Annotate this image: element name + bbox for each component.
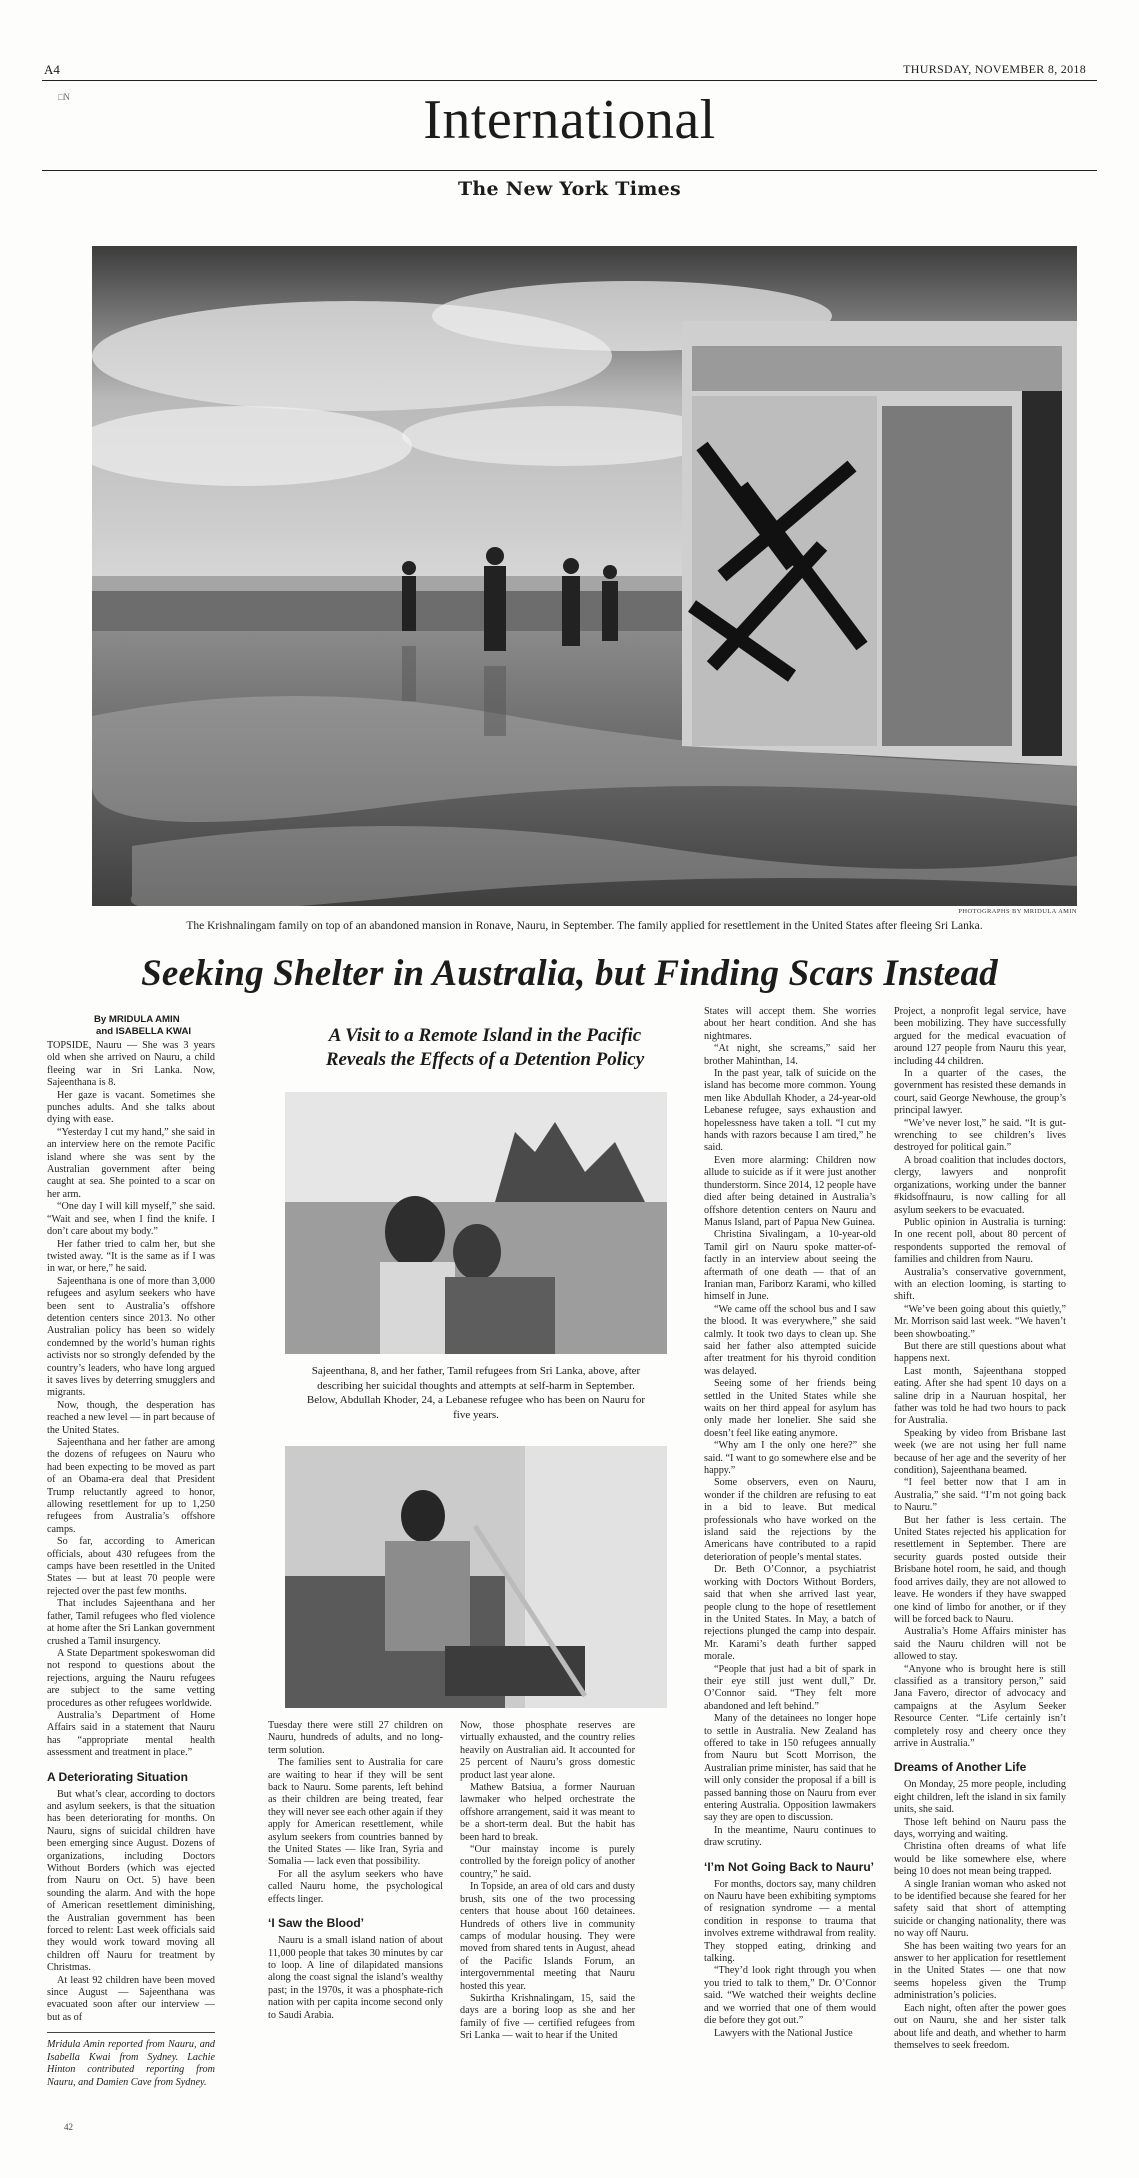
paragraph: Christina Sivalingam, a 10-year-old Tamil girl on Nauru spoke matter-of-factly in an interview about seeing the aftermath of one death — that of an Iranian man, Fariborz Karami, who killed himself in June. [704, 1229, 876, 1303]
section-title: International [423, 89, 716, 151]
paragraph: “They’d look right through you when you tried to talk to them,” Dr. O’Connor said. “We watched their weights decline and we worried that one of them would die before they got out.” [704, 1965, 876, 2027]
paragraph: Nauru is a small island nation of about 11,000 people that takes 30 minutes by car to loop. A line of dilapidated mansions along the coast signal the island’s wealthy past; in the 1970s, it was a phosphate-rich nation with per capita income second only to Saudi Arabia. [268, 1935, 443, 2021]
tagline-rule [47, 2032, 215, 2033]
paragraph: “We’ve been going about this quietly,” Mr. Morrison said last week. “We haven’t been showboating.” [894, 1303, 1066, 1340]
article-column-2 [268, 1720, 443, 2022]
paragraph: Dr. Beth O’Connor, a psychiatrist working with Doctors Without Borders, said that when she arrived last year, people clung to the hope of resettlement in the United States. In May, a batch of rejections plunged the camp into despair. Mr. Karami’s death further sapped morale. [704, 1564, 876, 1663]
masthead-logo: The New York Times [457, 178, 682, 200]
rooftop-family-photo [92, 246, 1077, 906]
subheading: ‘I Saw the Blood’ [268, 1916, 365, 1931]
header-rule [42, 80, 1097, 81]
paragraph: A broad coalition that includes doctors, clergy, lawyers and nonprofit organizations, working under the banner #kidsoffnauru, is now calling for all asylum seekers to be evacuated. [894, 1154, 1066, 1216]
paragraph: Her gaze is vacant. Sometimes she punches adults. And she talks about dying with ease. [47, 1089, 215, 1126]
paragraph: Sajeenthana and her father are among the dozens of refugees on Nauru who had been expecting to be moved as part of an Obama-era deal that President Trump reluctantly agreed to honor, allowing resettlement for up to 1,250 refugees from Australia’s offshore camps. [47, 1437, 215, 1535]
byline-author-2: and ISABELLA KWAI [96, 1026, 192, 1037]
paragraph: Australia’s conservative government, with an election looming, is starting to shift. [894, 1266, 1066, 1303]
paragraph: States will accept them. She worries about her heart condition. And she has nightmares. [704, 1006, 876, 1042]
issue-date: THURSDAY, NOVEMBER 8, 2018 [903, 62, 1086, 76]
paragraph: Even more alarming: Children now allude to suicide as if it were just another thunderstorm. Since 2014, 12 people have died after being detained in Australia’s offshore detention centers on Nauru and Manus Island, part of Papua New Guinea. [704, 1154, 876, 1228]
article-column-4 [704, 1006, 876, 2040]
paragraph: But what’s clear, according to doctors and asylum seekers, is that the situation has been deteriorating for months. On Nauru, signs of suicidal children have been emerging since August. Dozens of organizations, including Doctors Without Borders (which was ejected from Nauru on Oct. 5) have been sounding the alarm. And with the hope of American resettlement diminishing, the Australian government has been forced to relent: Last week officials said they would work toward moving all children off Nauru for treatment by Christmas. [47, 1788, 215, 1974]
paragraph: Seeing some of her friends being settled in the United States while she waits on her third appeal for asylum has only made her lonelier. She said she doesn’t feel like eating anymore. [704, 1378, 876, 1439]
paragraph: Tuesday there were still 27 children on Nauru, hundreds of adults, and no long-term solution. [268, 1720, 443, 1756]
paragraph: Mathew Batsiua, a former Nauruan lawmaker who helped orchestrate the offshore arrangement, said it was meant to be a short-term deal. But the habit has been hard to break. [460, 1782, 635, 1843]
paragraph: “Yesterday I cut my hand,” she said in an interview here on the remote Pacific island where she was sent by the Australian government after being caught at sea. She pointed to a scar on her arm. [47, 1126, 215, 1200]
paragraph: Now, those phosphate reserves are virtually exhausted, and the country relies heavily on Australian aid. It accounted for 25 percent of Nauru’s gross domestic product last year alone. [460, 1720, 635, 1781]
paragraph: Project, a nonprofit legal service, have been mobilizing. They have successfully argued for the medical evacuation of around 127 people from Nauru this year, including 44 children. [894, 1006, 1066, 1067]
paragraph: On Monday, 25 more people, including eight children, left the island in six family units, she said. [894, 1779, 1066, 1816]
article-column-5 [894, 1006, 1066, 2052]
paragraph: Sajeenthana is one of more than 3,000 refugees and asylum seekers who have been sent to Australia’s offshore detention centers since 2013. No other Australian policy has been so widely condemned by the world’s human rights activists nor so strongly defended by the country’s leaders, who have long argued it saves lives by deterring smugglers and migrants. [47, 1275, 215, 1399]
subheading: ‘I’m Not Going Back to Nauru’ [704, 1859, 875, 1874]
paragraph: Christina often dreams of what life would be like somewhere else, where being 10 does not mean being trapped. [894, 1841, 1066, 1878]
paragraph: A State Department spokeswoman did not respond to questions about the rejections, arguing the Nauru refugees are subject to the same vetting procedures as other refugees worldwide. [47, 1647, 215, 1709]
paragraph: At least 92 children have been moved since August — Sajeenthana was evacuated soon after our interview — but as of [47, 1974, 215, 2023]
paragraph: In the meantime, Nauru continues to draw scrutiny. [704, 1824, 876, 1849]
paragraph: “At night, she screams,” said her brother Mahinthan, 14. [704, 1043, 876, 1067]
paragraph: Her father tried to calm her, but she twisted away. “It is the same as if I was in war, or here,” he said. [47, 1238, 215, 1275]
folio-number: 42 [64, 2122, 73, 2132]
paragraph: “We came off the school bus and I saw the blood. It was everywhere,” she said calmly. It took two days to clean up. She said her father also attempted suicide after treatment for his thyroid condition was delayed. [704, 1303, 876, 1377]
section-rule [42, 170, 1097, 171]
headline: Seeking Shelter in Australia, but Finding Scars Instead [141, 953, 998, 994]
abdullah-photo [285, 1446, 667, 1708]
paragraph: A single Iranian woman who asked not to be identified because she feared for her safety said that short of attempting suicide or changing nationality, there was no way off Nauru. [894, 1878, 1066, 1940]
father-daughter-photo [285, 1092, 667, 1354]
paragraph: That includes Sajeenthana and her father, Tamil refugees who fled violence at home after the Sri Lankan government crushed a Tamil insurgency. [47, 1598, 215, 1647]
paragraph: Now, though, the desperation has reached a new level — in part because of the United States. [47, 1399, 216, 1436]
paragraph: “Why am I the only one here?” she said. “I want to go somewhere else and be happy.” [704, 1440, 876, 1477]
paragraph: Last month, Sajeenthana stopped eating. After she had spent 10 days on a saline drip in a Nauruan hospital, her father was told he had two hours to pack for Australia. [894, 1365, 1066, 1427]
paragraph: In Topside, an area of old cars and dusty brush, sits one of the two processing centers that house about 160 detainees. Hundreds of others live in community camps of modular housing. They were moved from shared tents in August, ahead of the Pacific Islands Forum, an intergovernmental meeting that Nauru hosted this year. [460, 1881, 635, 1992]
paragraph: TOPSIDE, Nauru — She was 3 years old when she arrived on Nauru, a child fleeing war in Sri Lanka. Now, Sajeenthana is 8. [47, 1040, 215, 1089]
paragraph: For all the asylum seekers who have called Nauru home, the psychological effects linger. [268, 1868, 443, 1905]
paragraph: “We’ve never lost,” he said. “It is gut-wrenching to see children’s lives destroyed for political gain.” [894, 1117, 1066, 1154]
paragraph: Many of the detainees no longer hope to settle in Australia. New Zealand has offered to take in 150 refugees annually from Nauru but Scott Morrison, the Australian prime minister, has said that he will only consider the proposal if a bill is passed banning those on Nauru from ever entering Australia. Opposition lawmakers say they are open to discussion. [704, 1713, 876, 1824]
article-column-3 [460, 1720, 635, 2043]
paragraph: Speaking by video from Brisbane last week (we are not using her full name because of her age and the severity of her condition), Sajeenthana beamed. [894, 1427, 1066, 1477]
paragraph: “One day I will kill myself,” she said. “Wait and see, when I find the knife. I don’t care about my body.” [47, 1201, 215, 1238]
main-photo-caption: The Krishnalingam family on top of an abandoned mansion in Ronave, Nauru, in September. The family applied for resettlement in the United States after fleeing Sri Lanka. [186, 920, 983, 932]
paragraph: In a quarter of the cases, the government has resisted these demands in court, said George Newhouse, the group’s principal lawyer. [894, 1068, 1066, 1117]
paragraph: “Our mainstay income is purely controlled by the foreign policy of another country,” he said. [460, 1844, 635, 1880]
article-column-1 [47, 1040, 215, 2089]
paragraph: She has been waiting two years for an answer to her application for resettlement in the United States — one that now seems hopeless given the Trump administration’s policies. [894, 1940, 1066, 2002]
paragraph: Sukirtha Krishnalingam, 15, said the days are a boring loop as she and her family of five — certified refugees from Sri Lanka — wait to hear if the United [460, 1992, 635, 2042]
main-photo [92, 246, 1077, 906]
paragraph: So far, according to American officials, about 430 refugees from the camps have been resettled in the United States — but at least 70 people were rejected over the past few months. [47, 1536, 215, 1597]
paragraph: Lawyers with the National Justice [714, 2027, 853, 2039]
deck [285, 1024, 685, 1072]
sajeenthana-photo [285, 1092, 667, 1354]
paragraph: Public opinion in Australia is turning: In one recent poll, about 80 percent of respondents supported the removal of families and children from Nauru. [894, 1216, 1066, 1266]
paragraph: Australia’s Home Affairs minister has said the Nauru children will not be allowed to stay. [894, 1626, 1066, 1663]
paragraph: Those left behind on Nauru pass the days, worrying and waiting. [894, 1816, 1066, 1840]
photo-credit: PHOTOGRAPHS BY MRIDULA AMIN [958, 908, 1077, 915]
paragraph: For months, doctors say, many children on Nauru have been exhibiting symptoms of resignation syndrome — a mental condition in response to trauma that involves extreme withdrawal from reality. They stopped eating, drinking and talking. [704, 1878, 876, 1965]
deck-line-2: Reveals the Effects of a Detention Policy [325, 1049, 645, 1070]
reporting-tagline: Mridula Amin reported from Nauru, and Isabella Kwai from Sydney. Lachie Hinton contributed reporting from Nauru, and Damien Cave from Sydney. [47, 2039, 215, 2088]
page-number: A4 [44, 62, 60, 77]
paragraph: “I feel better now that I am in Australia,” she said. “I’m not going back to Nauru.” [894, 1477, 1066, 1514]
paragraph: The families sent to Australia for care are waiting to hear if they will be sent back to Nauru. Some parents, left behind as their children are being treated, fear they will never see each other again if they apply for American resettlement, while asylum seekers from countries banned by the United States — like Iran, Syria and Somalia — lack even that possibility. [268, 1757, 443, 1868]
inset-photo-caption: Sajeenthana, 8, and her father, Tamil refugees from Sri Lanka, above, after describing her suicidal thoughts and attempts at self-harm in September. Below, Abdullah Khoder, 24, a Lebanese refugee who has been on Nauru for five years. [306, 1365, 646, 1421]
paragraph: Each night, often after the power goes out on Nauru, she and her sister talk about life and death, and whether to harm themselves to seek freedom. [894, 2002, 1066, 2051]
subheading: A Deteriorating Situation [47, 1769, 188, 1784]
paragraph: “People that just had a bit of spark in their eye still just went dull,” Dr. O’Connor said. “They felt more abandoned and left behind.” [704, 1663, 876, 1712]
edition-mark: □N [58, 92, 70, 102]
man-on-couch-photo [285, 1446, 667, 1708]
byline [94, 1014, 191, 1038]
paragraph: “Anyone who is brought here is still classified as a transitory person,” said Jana Favero, director of advocacy and campaigns at the Asylum Seeker Resource Center. “Life certainly isn’t completely rosy and cheery once they arrive in Australia.” [894, 1663, 1066, 1749]
paragraph: Australia’s Department of Home Affairs said in a statement that Nauru has “appropriate mental health assessment and treatment in place.” [47, 1709, 215, 1759]
deck-line-1: A Visit to a Remote Island in the Pacific [328, 1025, 642, 1046]
paragraph: In the past year, talk of suicide on the island has become more common. Young men like Abdullah Khoder, a 24-year-old Lebanese refugee, says exhaustion and hopelessness have taken a toll. “I cut my hands with razors because I am tired,” he said. [704, 1068, 876, 1154]
paragraph: But there are still questions about what happens next. [894, 1340, 1066, 1365]
subheading: Dreams of Another Life [894, 1760, 1027, 1775]
byline-author-1: By MRIDULA AMIN [94, 1014, 180, 1025]
paragraph: But her father is less certain. The United States rejected his application for resettlement in September. There are security guards posted outside their Brisbane hotel room, he said, and though food arrives daily, they are not allowed to leave. He wonders if they have swapped one kind of limbo for another, or if they will be forced back to Nauru. [894, 1514, 1066, 1625]
paragraph: Some observers, even on Nauru, wonder if the children are refusing to eat in a bid to leave. But medical professionals who have worked on the island said the rejections by the Americans have contributed to a rapid deterioration of people’s mental states. [704, 1477, 876, 1563]
